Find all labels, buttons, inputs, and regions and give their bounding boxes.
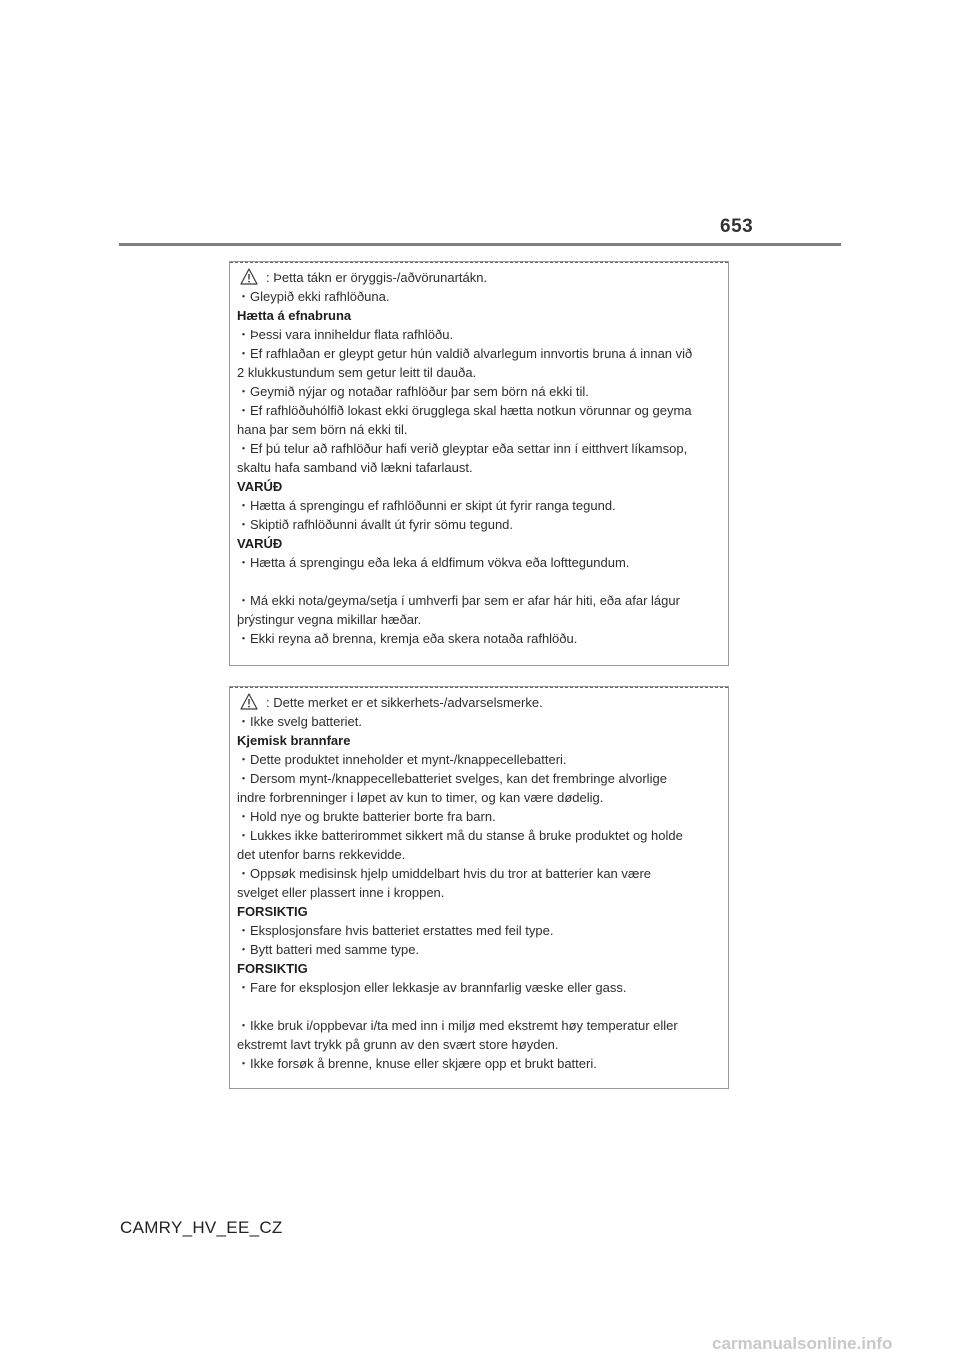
caution-heading: VARÚÐ: [237, 536, 283, 551]
warning-line: ・Dersom mynt-/knappecellebatteriet svelges, kan det frembringe alvorlige: [237, 771, 667, 786]
warning-line: ・Geymið nýjar og notaðar rafhlöður þar sem börn ná ekki til.: [237, 384, 589, 399]
warning-line: ekstremt lavt trykk på grunn av den svært store høyden.: [237, 1037, 559, 1052]
warning-line: ・Lukkes ikke batterirommet sikkert må du stanse å bruke produktet og holde: [237, 828, 683, 843]
warning-line: ・Skiptið rafhlöðunni ávallt út fyrir sömu tegund.: [237, 517, 514, 532]
warning-line: ・Má ekki nota/geyma/setja í umhverfi þar sem er afar hár hiti, eða afar lágur: [237, 593, 680, 608]
warning-line: 2 klukkustundum sem getur leitt til dauða.: [237, 365, 477, 380]
warning-line: hana þar sem börn ná ekki til.: [237, 422, 408, 437]
header-rule: [119, 243, 841, 246]
warning-line: ・Hætta á sprengingu eða leka á eldfimum vökva eða lofttegundum.: [237, 555, 630, 570]
warning-line: ・Ikke svelg batteriet.: [237, 714, 362, 729]
blank-line: [237, 997, 718, 1016]
warning-line: ・Ef rafhlöðuhólfið lokast ekki örugglega skal hætta notkun vörunnar og geyma: [237, 403, 692, 418]
document-code: CAMRY_HV_EE_CZ: [120, 1218, 283, 1237]
warning-heading: Kjemisk brannfare: [237, 733, 351, 748]
warning-line: ・Hold nye og brukte batterier borte fra barn.: [237, 809, 496, 824]
warning-line: det utenfor barns rekkevidde.: [237, 847, 406, 862]
warning-box-norwegian: [229, 686, 729, 1089]
warning-line: ・Ekki reyna að brenna, kremja eða skera notaða rafhlöðu.: [237, 631, 578, 646]
warning-box-icelandic: [229, 261, 729, 666]
warning-line: ・Bytt batteri med samme type.: [237, 942, 420, 957]
warning-line: ・Ef rafhlaðan er gleypt getur hún valdið alvarlegum innvortis bruna á innan við: [237, 346, 693, 361]
caution-heading: FORSIKTIG: [237, 961, 308, 976]
warning-box-title: [237, 268, 718, 287]
caution-heading: VARÚÐ: [237, 479, 283, 494]
warning-triangle-icon: [240, 693, 258, 710]
warning-line: ・Ikke bruk i/oppbevar i/ta med inn i miljø med ekstremt høy temperatur eller: [237, 1018, 678, 1033]
warning-line: ・Dette produktet inneholder et mynt-/knappecellebatteri.: [237, 752, 567, 767]
warning-line: skaltu hafa samband við lækni tafarlaust.: [237, 460, 473, 475]
warning-box-title-text: : Þetta tákn er öryggis-/aðvörunartákn.: [266, 270, 488, 285]
page-number: 653: [720, 216, 754, 237]
warning-line: svelget eller plassert inne i kroppen.: [237, 885, 445, 900]
caution-heading: FORSIKTIG: [237, 904, 308, 919]
warning-triangle-icon: [240, 268, 258, 285]
warning-line: þrýstingur vegna mikillar hæðar.: [237, 612, 422, 627]
warning-line: ・Hætta á sprengingu ef rafhlöðunni er skipt út fyrir ranga tegund.: [237, 498, 616, 513]
warning-line: ・Þessi vara inniheldur flata rafhlöðu.: [237, 327, 454, 342]
warning-line: ・Oppsøk medisinsk hjelp umiddelbart hvis du tror at batterier kan være: [237, 866, 652, 881]
warning-heading: Hætta á efnabruna: [237, 308, 352, 323]
warning-line: ・Gleypið ekki rafhlöðuna.: [237, 289, 390, 304]
warning-box-title: [237, 693, 718, 712]
watermark: carmanualsonline.info: [712, 1334, 893, 1353]
warning-line: indre forbrenninger i løpet av kun to timer, og kan være dødelig.: [237, 790, 604, 805]
warning-line: ・Fare for eksplosjon eller lekkasje av brannfarlig væske eller gass.: [237, 980, 627, 995]
warning-line: ・Ef þú telur að rafhlöður hafi verið gleyptar eða settar inn í eitthvert líkamsop,: [237, 441, 688, 456]
blank-line: [237, 572, 718, 591]
warning-line: ・Eksplosjonsfare hvis batteriet erstattes med feil type.: [237, 923, 554, 938]
warning-box-title-text: : Dette merket er et sikkerhets-/advarselsmerke.: [266, 695, 543, 710]
warning-line: ・Ikke forsøk å brenne, knuse eller skjære opp et brukt batteri.: [237, 1056, 597, 1071]
